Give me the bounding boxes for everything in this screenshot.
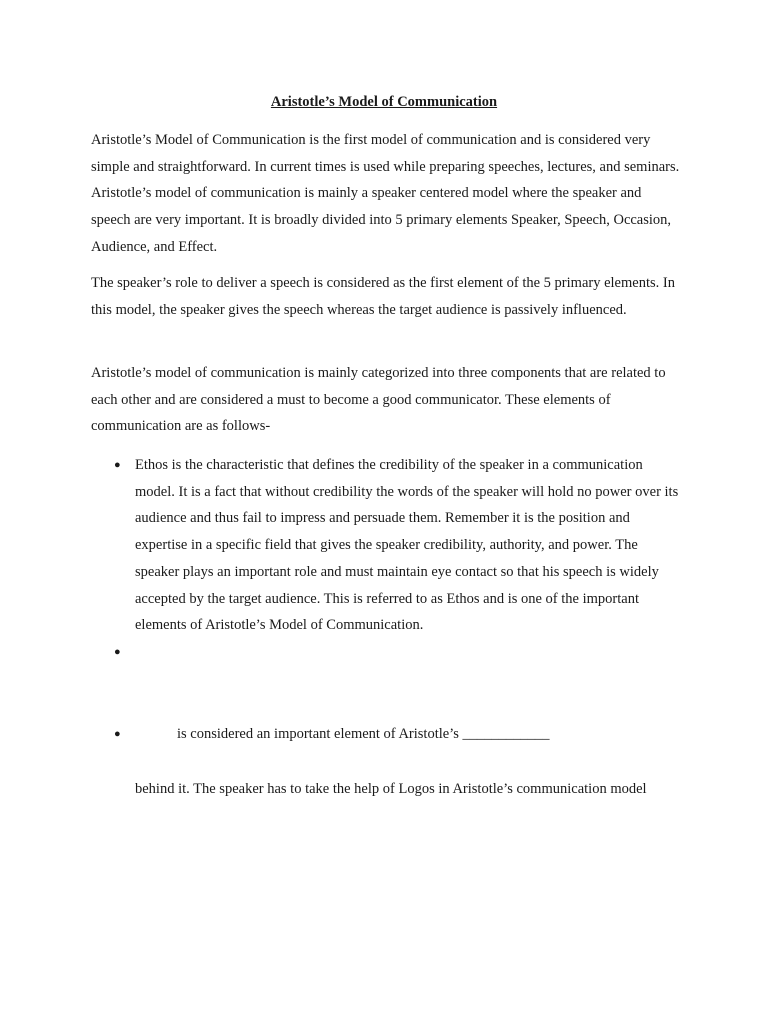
paragraph-intro: Aristotle’s Model of Communication is the first model of communication and is considered very simple and straightforward. In current times is used while preparing speeches, lectures, and seminars. Aristotle’s model of communication is mainly a speaker centered model where the speaker and speech are very important. It is broadly divided into 5 primary elements Speaker, Speech, Occasion, Audience, and Effect. — [91, 132, 680, 255]
bullet-item-empty — [91, 639, 681, 666]
bullet-text-incomplete: is considered an important element of Aristotle’s ____________ — [177, 726, 550, 742]
paragraph-components: Aristotle’s model of communication is mainly categorized into three components that are related to each other and are considered a must to become a good communicator. These elements of communication are as follows- — [91, 365, 666, 435]
bullet-dot-icon: ● — [114, 459, 121, 471]
document-title: Aristotle’s Model of Communication — [270, 94, 498, 110]
bullet-dot-icon: ● — [114, 728, 121, 740]
trailing-text: behind it. The speaker has to take the help of Logos in Aristotle’s communication model — [135, 781, 647, 797]
bullet-dot-icon: ● — [114, 645, 121, 658]
bullet-list — [91, 452, 681, 742]
bullet-text-ethos: Ethos is the characteristic that defines the credibility of the speaker in a communication model. It is a fact that without credibility the words of the speaker will hold no power over its audience and thus fail to impress and persuade them. Remember it is the position and expertise in a specific field that gives the speaker credibility, authority, and power. The speaker plays an important role and must maintain eye contact so that his speech is widely accepted by the target audience. This is referred to as Ethos and is one of the important elements of Aristotle’s Model of Communication. — [135, 457, 679, 634]
bullet-item-incomplete — [91, 721, 681, 748]
bullet-item-ethos — [91, 452, 681, 639]
paragraph-speaker-role: The speaker’s role to deliver a speech is considered as the first element of the 5 primary elements. In this model, the speaker gives the speech whereas the target audience is passively influenced. — [91, 275, 675, 318]
